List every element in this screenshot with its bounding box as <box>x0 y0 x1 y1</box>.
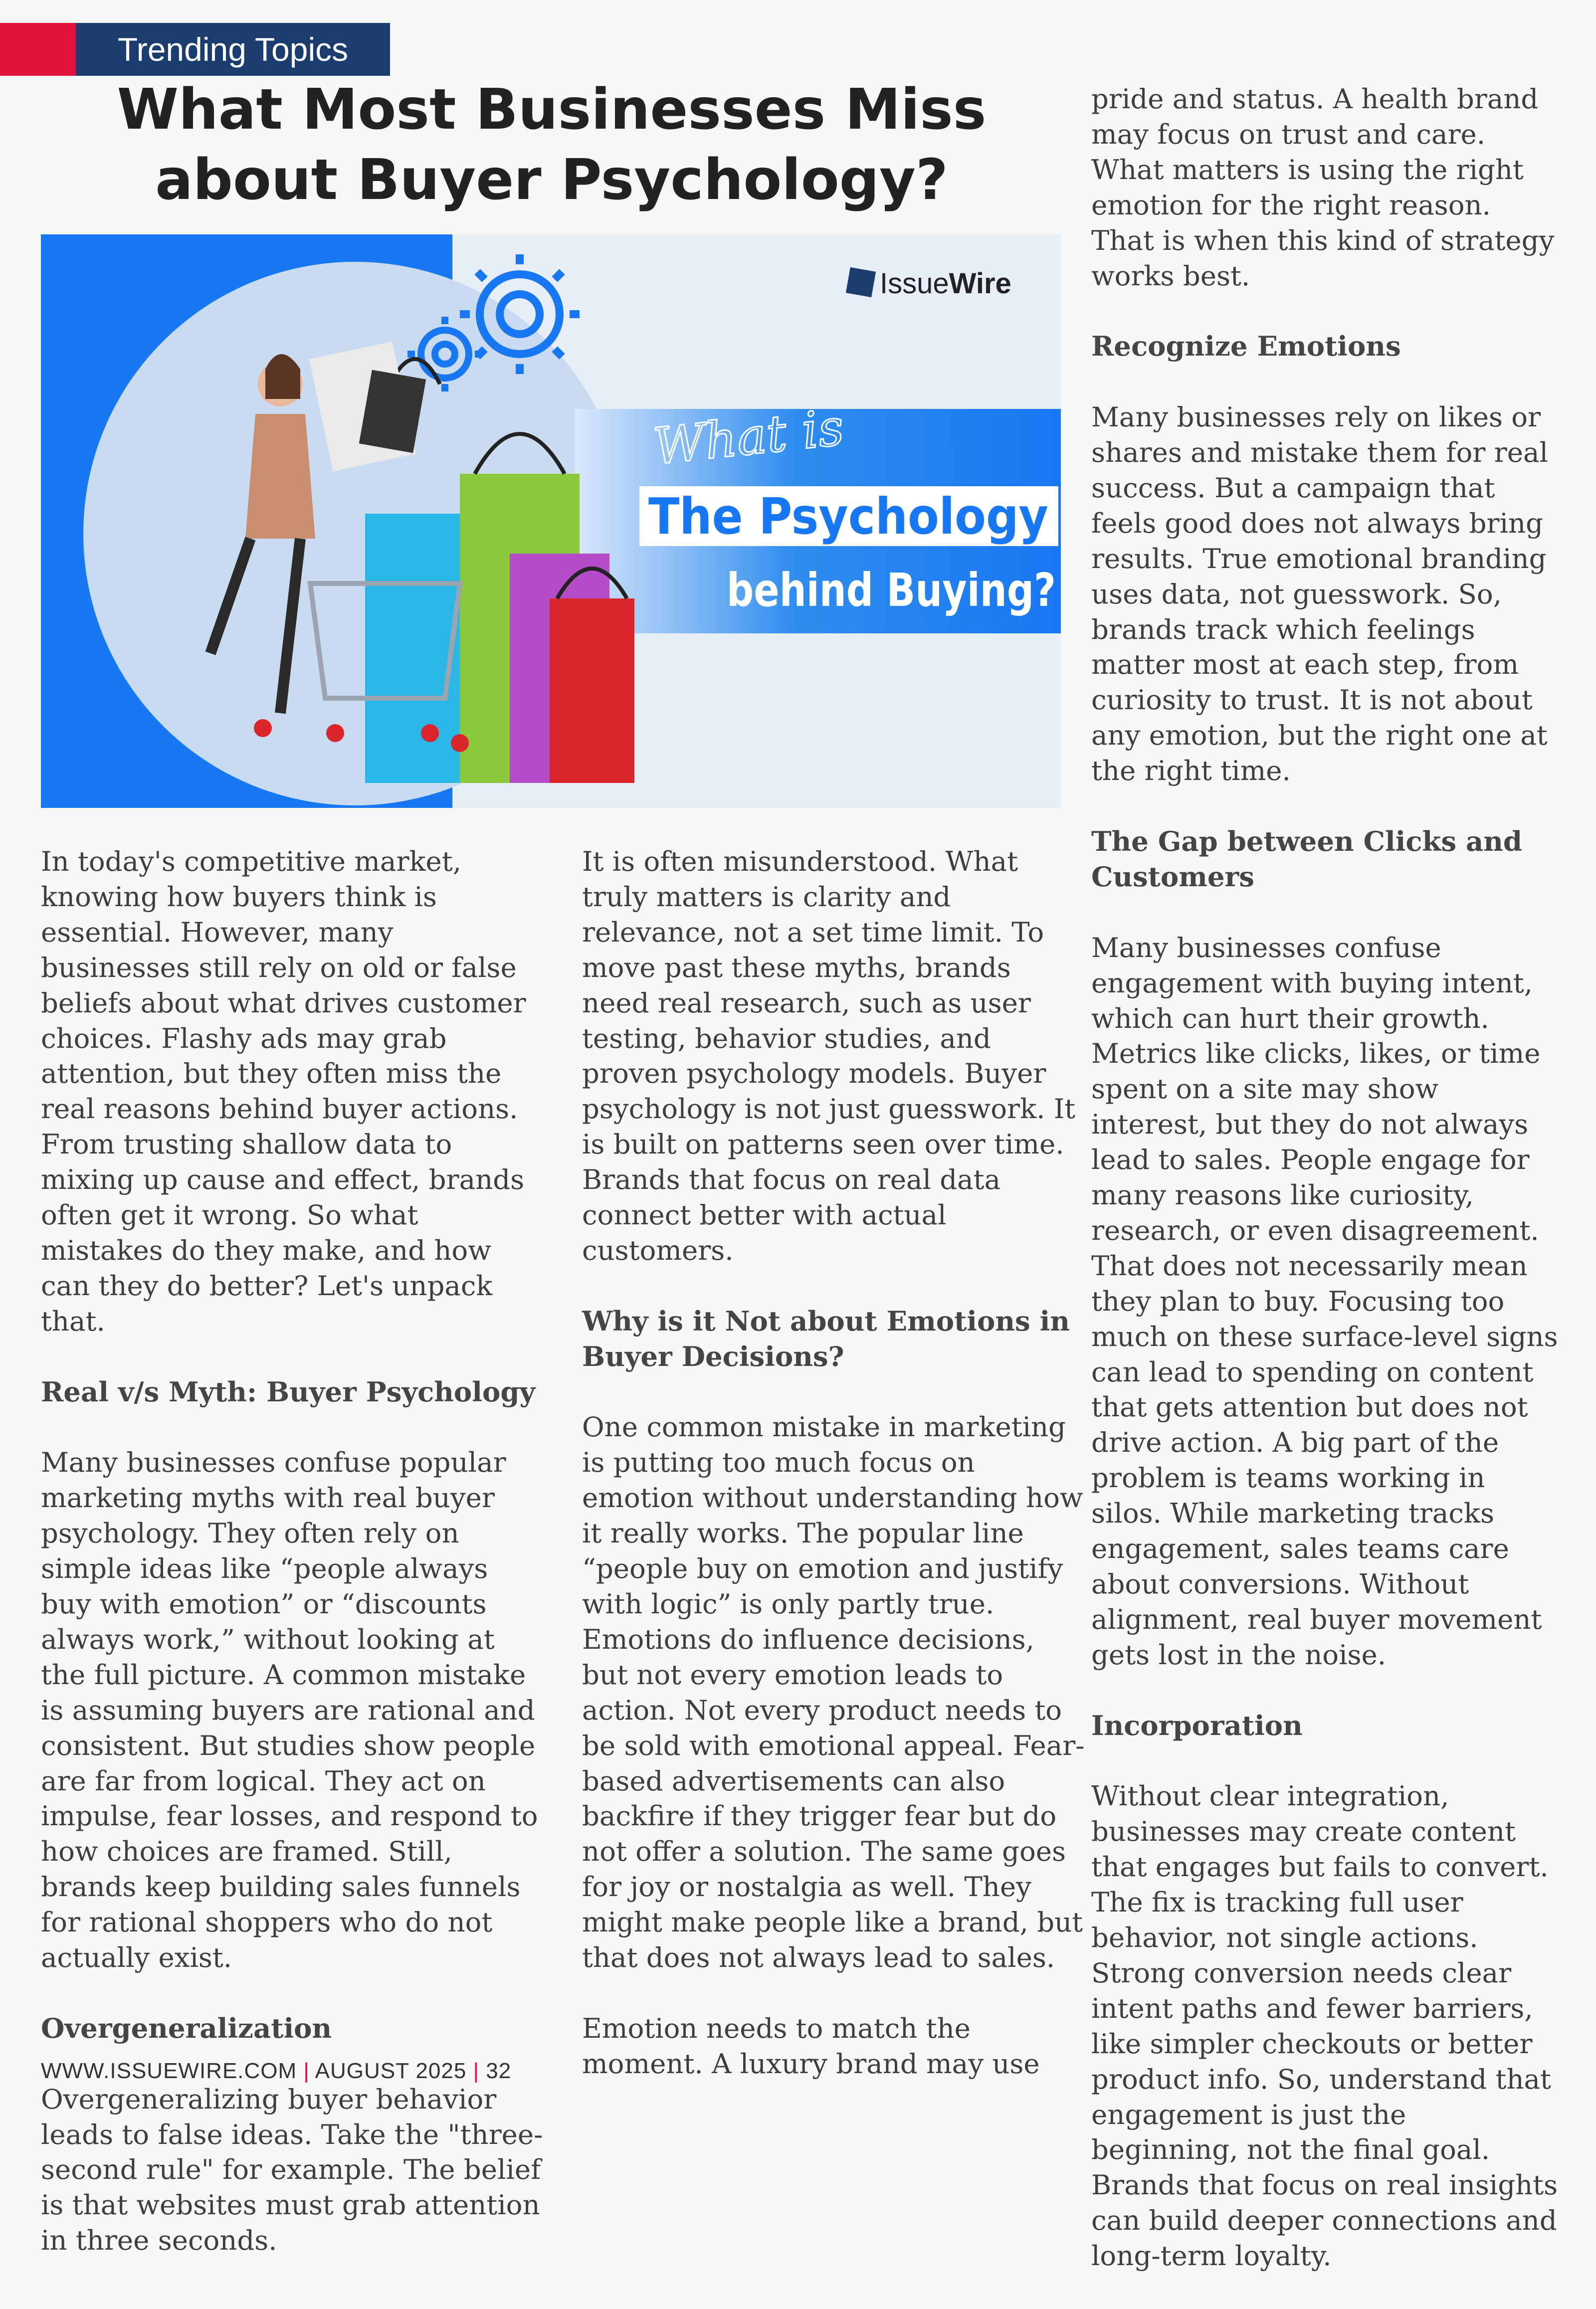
page-footer <box>41 2059 511 2084</box>
section-heading-gap: The Gap between Clicks and Customers <box>1091 825 1523 893</box>
page-number: 32 <box>486 2059 512 2083</box>
section-tag: Trending Topics <box>76 23 390 76</box>
tag-accent-bar <box>0 23 76 76</box>
paragraph-strategy: pride and status. A health brand may focus on trust and care. What matters is using the right emotion for the right reason. That is when this kind of strategy works best. <box>1091 83 1555 292</box>
section-heading-overgeneralization: Overgeneralization <box>41 2012 332 2044</box>
paragraph-emotions: One common mistake in marketing is putting too much focus on emotion without understanding how it really works. The popular line “people buy on emotion and justify with logic” is only partly true. Emotions do influence decisions, but not every emotion leads to action. Not every product needs to be sold with emotional appeal. Fear-based advertisements can also backfire if they trigger fear but do not offer a solution. The same goes for joy or nostalgia as well. They might make people like a brand, but that does not always lead to sales. <box>582 1411 1085 1974</box>
footer-site: WWW.ISSUEWIRE.COM <box>41 2059 297 2083</box>
brand-logo-text: IssueWire <box>880 267 1011 300</box>
footer-separator: | <box>303 2059 315 2083</box>
section-heading-recognize: Recognize Emotions <box>1091 330 1401 363</box>
column-3 <box>1091 81 1560 2309</box>
column-2 <box>582 844 1086 2117</box>
paragraph-gap: Many businesses confuse engagement with buying intent, which can hurt their growth. Metrics like clicks, likes, or time spent on a site may show interest, but they do not always lead to sales. People engage for many reasons like curiosity, research, or even disagreement. That does not necessarily mean they plan to buy. Focusing too much on these surface-level signs can lead to spending on content that gets attention but does not drive action. A big part of the problem is teams working in silos. While marketing tracks engagement, sales teams care about conversions. Without alignment, real buyer movement gets lost in the noise. <box>1091 931 1558 1671</box>
section-heading-incorporation: Incorporation <box>1091 1709 1303 1741</box>
paragraph-moment: Emotion needs to match the moment. A luxury brand may use <box>582 2012 1040 2080</box>
paragraph-recognize: Many businesses rely on likes or shares and mistake them for real success. But a campaign that feels good does not always bring results. True emotional branding uses data, not guesswork. So, brands track which feelings matter most at each step, from curiosity to trust. It is not about any emotion, but the right one at the right time. <box>1091 401 1548 787</box>
paragraph-incorporation: Without clear integration, businesses may create content that engages but fails to convert. The fix is tracking full user behavior, not single actions. Strong conversion needs clear intent paths and fewer barriers, like simpler checkouts or better product info. So, understand that engagement is just the beginning, not the final goal. Brands that focus on real insights can build deeper connections and long-term loyalty. <box>1091 1780 1558 2272</box>
paragraph-overgeneralization: Overgeneralizing buyer behavior leads to false ideas. Take the "three-second rule" for example. The belief is that websites must grab attention in three seconds. <box>41 2083 543 2257</box>
hero-script-text: What is <box>650 397 847 476</box>
section-heading-myth: Real v/s Myth: Buyer Psychology <box>41 1375 536 1408</box>
article-title: What Most Businesses Miss about Buyer Psychology? <box>117 77 987 212</box>
footer-date: AUGUST 2025 <box>315 2059 467 2083</box>
hero-headline-1: The Psychology <box>648 487 1048 546</box>
issuewire-logo-icon <box>846 267 876 297</box>
hero-image <box>41 234 1061 808</box>
section-heading-emotions: Why is it Not about Emotions in Buyer Decisions? <box>582 1305 1070 1372</box>
paragraph-myth: Many businesses confuse popular marketing myths with real buyer psychology. They often rely on simple ideas like “people always buy with emotion” or “discounts always work,” without looking at the full picture. A common mistake is assuming buyers are rational and consistent. But studies show people are far from logical. They act on impulse, fear losses, and respond to how choices are framed. Still, brands keep building sales funnels for rational shoppers who do not actually exist. <box>41 1446 538 1974</box>
paragraph-research: It is often misunderstood. What truly matters is clarity and relevance, not a set time limit. To move past these myths, brands need real research, such as user testing, behavior studies, and proven psychology models. Buyer psychology is not just guesswork. It is built on patterns seen over time. Brands that focus on real data connect better with actual customers. <box>582 845 1076 1266</box>
hero-headline-2: behind Buying? <box>727 564 1056 617</box>
intro-paragraph: In today's competitive market, knowing how buyers think is essential. However, many businesses still rely on old or false beliefs about what drives customer choices. Flashy ads may grab attention, but they often miss the real reasons behind buyer actions. From trusting shallow data to mixing up cause and effect, brands often get it wrong. So what mistakes do they make, and how can they do better? Let's unpack that. <box>41 845 526 1337</box>
footer-separator: | <box>473 2059 486 2083</box>
